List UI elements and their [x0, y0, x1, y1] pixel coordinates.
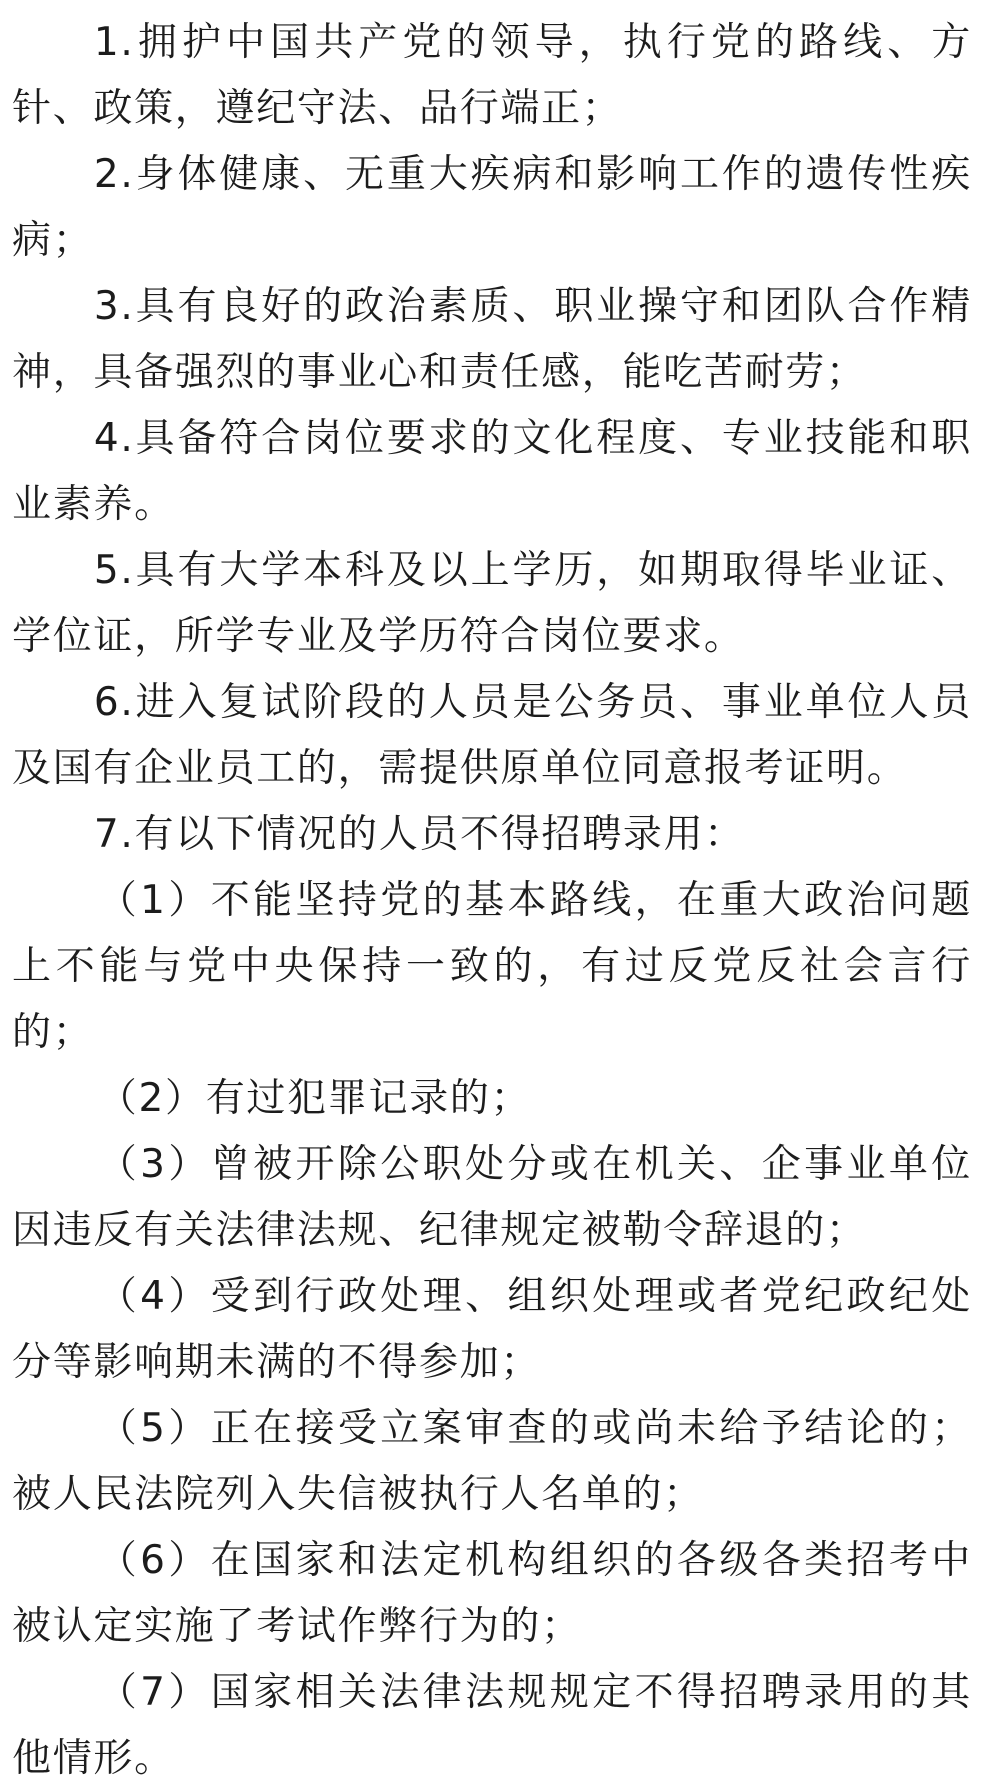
exclusion-7: （7）国家相关法律法规规定不得招聘录用的其他情形。 — [12, 1670, 972, 1781]
exclusion-1: （1）不能坚持党的基本路线，在重大政治问题上不能与党中央保持一致的，有过反党反社会言行的； — [12, 878, 972, 1055]
exclusion-2: （2）有过犯罪记录的； — [97, 1076, 532, 1121]
document-body — [12, 10, 972, 1792]
requirement-2: 2.身体健康、无重大疾病和影响工作的遗传性疾病； — [12, 152, 972, 263]
requirement-7: 7.有以下情况的人员不得招聘录用： — [93, 812, 746, 857]
requirement-6: 6.进入复试阶段的人员是公务员、事业单位人员及国有企业员工的，需提供原单位同意报考证明。 — [12, 680, 972, 791]
requirement-1: 1.拥护中国共产党的领导，执行党的路线、方针、政策，遵纪守法、品行端正； — [12, 20, 972, 131]
exclusion-5: （5）正在接受立案审查的或尚未给予结论的；被人民法院列入失信被执行人名单的； — [12, 1406, 972, 1517]
requirement-4: 4.具备符合岗位要求的文化程度、专业技能和职业素养。 — [12, 416, 972, 527]
exclusion-6: （6）在国家和法定机构组织的各级各类招考中被认定实施了考试作弊行为的； — [12, 1538, 972, 1649]
exclusion-3: （3）曾被开除公职处分或在机关、企事业单位因违反有关法律法规、纪律规定被勒令辞退的； — [12, 1142, 972, 1253]
requirement-5: 5.具有大学本科及以上学历，如期取得毕业证、学位证，所学专业及学历符合岗位要求。 — [12, 548, 972, 659]
exclusion-4: （4）受到行政处理、组织处理或者党纪政纪处分等影响期未满的不得参加； — [12, 1274, 972, 1385]
requirement-3: 3.具有良好的政治素质、职业操守和团队合作精神，具备强烈的事业心和责任感，能吃苦耐劳； — [12, 284, 972, 395]
